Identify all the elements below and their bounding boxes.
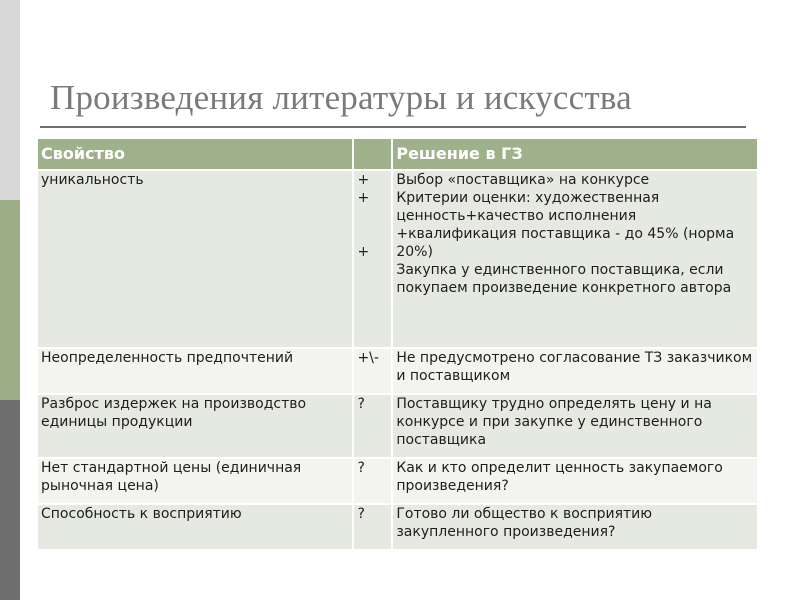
table-row	[38, 394, 758, 458]
table-header-row	[38, 139, 758, 170]
mark-spacer	[357, 207, 388, 225]
cell-solution: Как и кто определит ценность закупаемого произведения?	[392, 458, 758, 504]
comparison-table	[38, 139, 759, 551]
page-title: Произведения литературы и искусства	[50, 78, 632, 117]
cell-property: Разброс издержек на производство единицы продукции	[38, 394, 353, 458]
cell-solution: Готово ли общество к восприятию закупленного произведения?	[392, 504, 758, 550]
cell-property: Нет стандартной цены (единичная рыночная цена)	[38, 458, 353, 504]
header-solution: Решение в ГЗ	[392, 139, 758, 170]
solution-line: Критерии оценки: художественная ценность+качество исполнения +квалификация поставщика - до 45% (норма 20%)	[396, 190, 735, 260]
cell-mark: ?	[353, 458, 392, 504]
decor-bar-bottom	[0, 400, 20, 600]
decor-bar-top	[0, 0, 20, 200]
decor-bar-middle	[0, 200, 20, 400]
table-row	[38, 504, 758, 550]
header-property: Свойство	[38, 139, 353, 170]
cell-mark: ?	[353, 504, 392, 550]
mark-spacer	[357, 225, 388, 243]
cell-property: Неопределенность предпочтений	[38, 348, 353, 394]
mark-item: +	[357, 244, 370, 260]
cell-mark	[353, 170, 392, 348]
cell-solution: Не предусмотрено согласование ТЗ заказчиком и поставщиком	[392, 348, 758, 394]
cell-property: уникальность	[38, 170, 353, 348]
solution-line: Выбор «поставщика» на конкурсе	[396, 172, 650, 188]
cell-solution	[392, 170, 758, 348]
table-row	[38, 458, 758, 504]
mark-item: +	[357, 190, 370, 206]
table-row	[38, 348, 758, 394]
solution-line: Закупка у единственного поставщика, если покупаем произведение конкретного автора	[396, 262, 732, 296]
title-divider	[40, 126, 746, 128]
mark-item: +	[357, 172, 370, 188]
cell-property: Способность к восприятию	[38, 504, 353, 550]
cell-mark: ?	[353, 394, 392, 458]
table-row	[38, 170, 758, 348]
header-mark	[353, 139, 392, 170]
cell-mark: +\-	[353, 348, 392, 394]
cell-solution: Поставщику трудно определять цену и на конкурсе и при закупке у единственного поставщика	[392, 394, 758, 458]
